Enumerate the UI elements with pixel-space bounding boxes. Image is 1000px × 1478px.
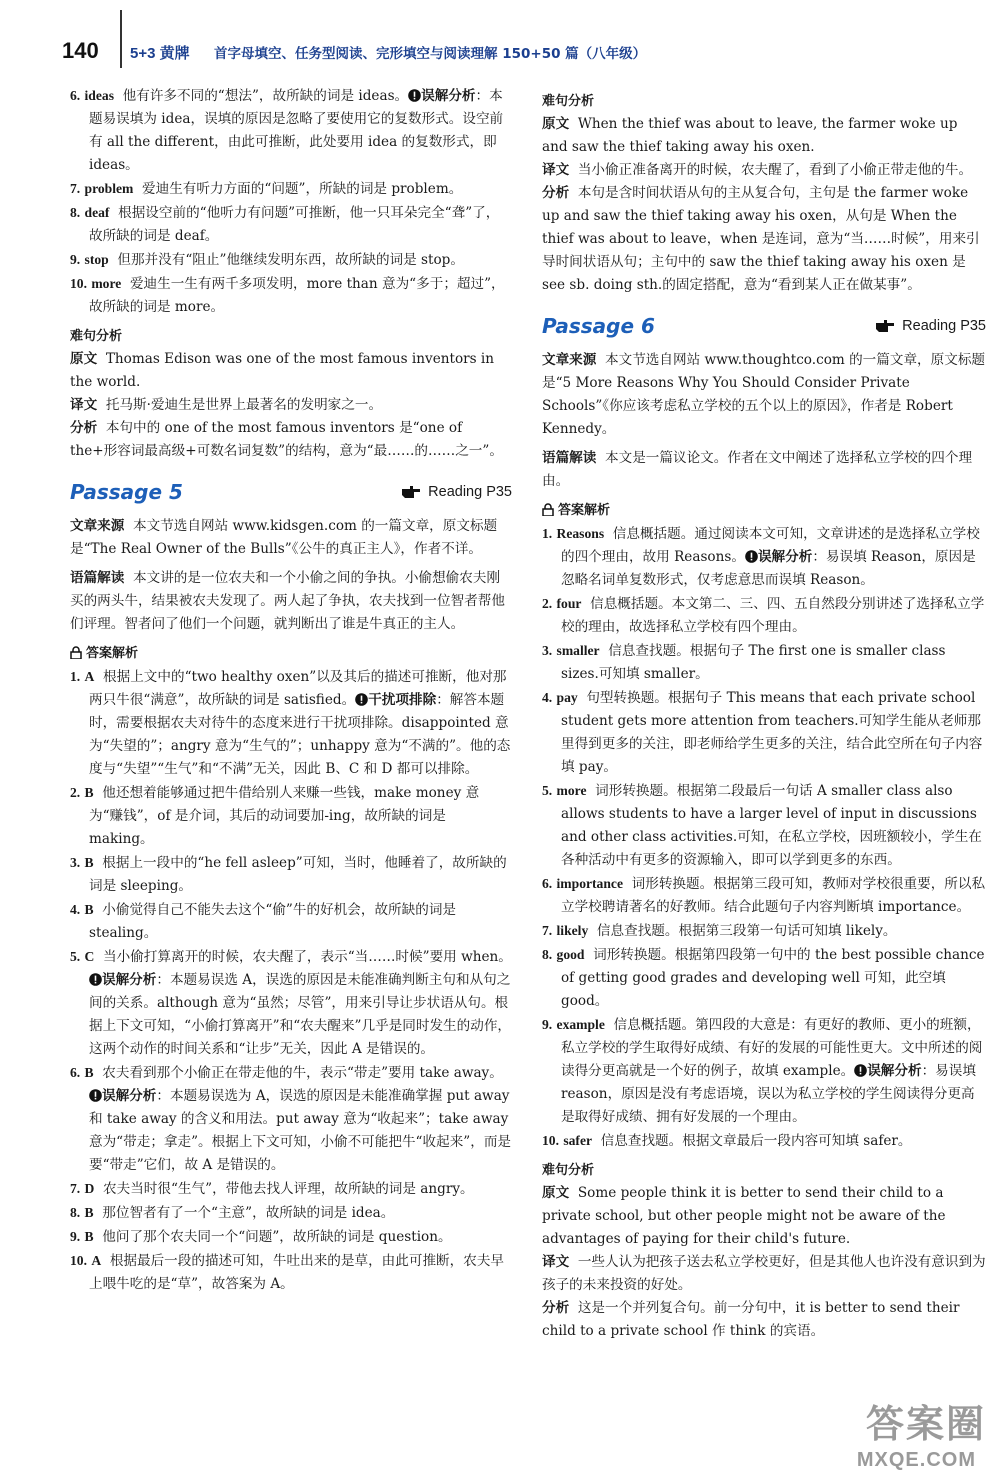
- item-explanation: 根据上一段中的“he fell asleep”可知，当时，他睡着了，故所缺的词是 sleeping。: [89, 855, 507, 894]
- item-answer: stop: [84, 252, 109, 267]
- note-label: 误解分析: [102, 972, 157, 988]
- passage-title: Passage 6: [542, 313, 655, 338]
- answer-item: [542, 522, 986, 592]
- item-number: 1.: [70, 669, 81, 684]
- original-text: Some people think it is better to send their child to a private school, but other people might not be aware of the advantages of paying for their child's future.: [542, 1185, 946, 1247]
- item-answer: importance: [556, 876, 623, 891]
- answer-item: [70, 1061, 512, 1177]
- note-text: ：本题易误选 A，误选的原因是未能准确判断主句和从句之间的关系。although 意为“虽然；尽管”，用来引导让步状语从句。根据上下文可知，“小偷打算离开”和“农夫醒来”几乎是同时发生的动作，这两个动作的时间关系和“让步”无关，因此 A 是错误的。: [89, 972, 512, 1057]
- item-explanation: 根据最后一段的描述可知，牛吐出来的是草，由此可推断，农夫早上喂牛吃的是“草”，故答案为 A。: [89, 1253, 505, 1292]
- alert-icon: [745, 550, 758, 563]
- item-explanation: 信息查找题。根据第三段第一句话可知填 likely。: [596, 923, 897, 939]
- item-number: 7.: [70, 181, 81, 196]
- item-answer: pay: [556, 690, 578, 705]
- item-answer: C: [84, 949, 95, 964]
- translation: [542, 1251, 986, 1297]
- answer-list: [70, 84, 512, 319]
- item-explanation: 信息查找题。根据文章最后一段内容可知填 safer。: [600, 1133, 912, 1149]
- item-explanation: 信息概括题。本文第二、三、四、五自然段分别讲述了选择私立学校的理由，故选择私立学校有四个理由。: [561, 596, 985, 635]
- item-number: 3.: [542, 643, 553, 658]
- label-original: 原文: [542, 1185, 570, 1201]
- header-divider: [120, 10, 122, 68]
- answer-item: [542, 779, 986, 872]
- item-number: 10.: [542, 1133, 559, 1148]
- item-explanation: 句型转换题。根据句子 This means that each private school student gets more attention from teachers.可知学生能从老师那里得到更多的关注，即老师给学生更多的关注，结合此空所在句子内容填 pay。: [561, 690, 983, 775]
- answer-item: [70, 1249, 512, 1296]
- item-number: 10.: [70, 276, 87, 291]
- item-answer: example: [556, 1017, 605, 1032]
- passage-5-header: [70, 477, 512, 507]
- item-explanation: 爱迪生一生有两千多项发明，more than 意为“多于；超过”，故所缺的词是 more。: [89, 276, 505, 315]
- item-answer: more: [556, 783, 587, 798]
- note-label: 误解分析: [867, 1063, 922, 1079]
- label-analysis: 分析: [70, 420, 98, 436]
- book-title: 首字母填空、任务型阅读、完形填空与阅读理解 150+50 篇（八年级）: [214, 46, 647, 62]
- item-explanation: 那位智者有了一个“主意”，故所缺的词是 idea。: [102, 1205, 395, 1221]
- item-answer: B: [84, 1205, 94, 1220]
- item-answer: B: [84, 1229, 94, 1244]
- label-analysis: 分析: [542, 1300, 570, 1316]
- item-answer: A: [91, 1253, 102, 1268]
- right-column: [542, 84, 986, 1343]
- answer-item: [70, 781, 512, 851]
- item-answer: ideas: [84, 88, 114, 103]
- item-answer: deaf: [84, 205, 110, 220]
- reading-ref-text: Reading P35: [428, 483, 512, 500]
- answer-item: [70, 177, 512, 201]
- item-answer: D: [84, 1181, 95, 1196]
- item-number: 3.: [70, 855, 81, 870]
- lock-icon: [542, 503, 554, 516]
- item-answer: B: [84, 855, 94, 870]
- series-name: 5+3 黄牌: [130, 45, 190, 62]
- item-number: 7.: [70, 1181, 81, 1196]
- alert-icon: [89, 973, 102, 986]
- item-number: 6.: [70, 88, 81, 103]
- analysis-text: 这是一个并列复合句。前一分句中，it is better to send their child to a private school 作 think 的宾语。: [542, 1300, 960, 1339]
- item-number: 9.: [70, 1229, 81, 1244]
- summary-text: 本文是一篇议论文。作者在文中阐述了选择私立学校的四个理由。: [542, 450, 973, 489]
- translation: [70, 394, 512, 417]
- item-explanation: 小偷觉得自己不能失去这个“偷”牛的好机会，故所缺的词是 stealing。: [89, 902, 457, 941]
- answer-item: [70, 1225, 512, 1249]
- note-text: ：解答本题时，需要根据农夫对待牛的态度来进行干扰项排除。disappointed 意为“失望的”；angry 意为“生气的”；unhappy 意为“不满的”。他的态度与“失望”“生气”和“不满”无关，因此 B、C 和 D 都可以排除。: [89, 692, 511, 777]
- pointing-hand-icon: [875, 319, 895, 333]
- label-summary: 语篇解读: [542, 450, 597, 466]
- note-label: 误解分析: [102, 1088, 157, 1104]
- watermark-logo-text: 答案圈: [865, 1402, 986, 1446]
- item-explanation: 当小偷打算离开的时候，农夫醒了，表示“当……时候”要用 when。: [103, 949, 512, 965]
- answer-item: [70, 272, 512, 319]
- alert-icon: [355, 693, 368, 706]
- item-number: 6.: [70, 1065, 81, 1080]
- item-answer: B: [84, 785, 94, 800]
- original-sentence: [542, 1182, 986, 1251]
- item-answer: B: [84, 902, 94, 917]
- passage-6-header: [542, 311, 986, 341]
- original-sentence: [70, 348, 512, 394]
- source-text: 本文节选自网站 www.kidsgen.com 的一篇文章，原文标题是“The Real Owner of the Bulls”《公牛的真正主人》，作者不详。: [70, 518, 498, 557]
- passage-summary: [70, 567, 512, 636]
- answers-heading: [70, 642, 512, 665]
- answer-item: [70, 898, 512, 945]
- translation-text: 托马斯·爱迪生是世界上最著名的发明家之一。: [105, 397, 383, 413]
- answers-heading-text: 答案解析: [558, 503, 611, 518]
- item-explanation: 但那并没有“阻止”他继续发明东西，故所缺的词是 stop。: [117, 252, 464, 268]
- item-explanation: 根据设空前的“他听力有问题”可推断，他一只耳朵完全“聋”了，故所缺的词是 deaf。: [89, 205, 500, 244]
- answer-item: [542, 919, 986, 943]
- item-number: 10.: [70, 1253, 87, 1268]
- analysis-text: 本句是含时间状语从句的主从复合句，主句是 the farmer woke up and saw the thief taking away his oxen，从句是 When the thief was about to leave，when 是连词，意为“当……时候”，用来引导时间状语从句；主句中的 saw the thief taking away his oxen 是 see sb. doing sth.的固定搭配，意为“看到某人正在做某事”。: [542, 185, 980, 293]
- summary-text: 本文讲的是一位农夫和一个小偷之间的争执。小偷想偷农夫刚买的两头牛，结果被农夫发现了。两人起了争执，农夫找到一位智者帮他们评理。智者问了他们一个问题，就判断出了谁是牛真正的主人。: [70, 570, 505, 632]
- item-explanation: 根据上文中的“two healthy oxen”以及其后的描述可推断，他对那两只牛很“满意”，故所缺的词是 satisfied。: [89, 669, 507, 708]
- section-heading-difficult: 难句分析: [70, 329, 123, 344]
- item-number: 6.: [542, 876, 553, 891]
- lock-icon: [70, 646, 82, 659]
- item-explanation: 信息概括题。第四段的大意是：有更好的教师、更小的班额，私立学校的学生取得好成绩、有好的发展的可能性更大。文中所述的阅读得分更高就是一个好的例子，故填 example。: [561, 1017, 983, 1079]
- source-text: 本文节选自网站 www.thoughtco.com 的一篇文章，原文标题是“5 More Reasons Why You Should Consider Private Schools”《你应该考虑私立学校的五个以上的原因》，作者是 Robert Kennedy。: [542, 352, 986, 437]
- alert-icon: [89, 1089, 102, 1102]
- item-answer: smaller: [556, 643, 600, 658]
- reading-ref: [875, 315, 986, 338]
- label-translation: 译文: [542, 1254, 570, 1270]
- answer-item: [70, 1177, 512, 1201]
- item-explanation: 信息概括题。通过阅读本文可知，文章讲述的是选择私立学校的四个理由，故用 Reasons。: [561, 526, 980, 565]
- item-number: 8.: [70, 205, 81, 220]
- item-answer: likely: [556, 923, 589, 938]
- passage-title: Passage 5: [70, 479, 183, 504]
- answer-item: [70, 84, 512, 177]
- item-number: 4.: [542, 690, 553, 705]
- label-original: 原文: [70, 351, 98, 367]
- label-original: 原文: [542, 116, 570, 132]
- answer-item: [70, 201, 512, 248]
- original-text: Thomas Edison was one of the most famous inventors in the world.: [70, 351, 495, 390]
- watermark-url: MXQE.COM: [856, 1449, 976, 1471]
- analysis: [542, 182, 986, 297]
- item-explanation: 词形转换题。根据第四段第一句中的 the best possible chance of getting good grades and developing well 可知，此空填 good。: [561, 947, 985, 1009]
- label-analysis: 分析: [542, 185, 570, 201]
- item-answer: good: [556, 947, 585, 962]
- answer-item: [542, 639, 986, 686]
- item-answer: four: [556, 596, 582, 611]
- item-explanation: 他还想着能够通过把牛借给别人来赚一些钱，make money 意为“赚钱”，of 是介词，其后的动词要加-ing，故所缺的词是 making。: [89, 785, 480, 847]
- answer-list: [542, 522, 986, 1153]
- note-text: ：本题易误选为 A，误选的原因是未能准确掌握 put away 和 take away 的含义和用法。put away 意为“收起来”；take away 意为“带走；拿走”。根据上下文可知，小偷不可能把牛“收起来”，而是要“带走”它们，故 A 是错误的。: [89, 1088, 512, 1173]
- answer-item: [70, 851, 512, 898]
- item-answer: Reasons: [556, 526, 605, 541]
- answer-item: [542, 1129, 986, 1153]
- item-explanation: 词形转换题。根据第三段可知，教师对学校很重要，所以私立学校聘请著名的好教师。结合此题句子内容判断填 importance。: [561, 876, 986, 915]
- note-label: 误解分析: [421, 88, 476, 104]
- analysis: [70, 417, 512, 463]
- original-sentence: [542, 113, 986, 159]
- answer-item: [70, 1201, 512, 1225]
- translation-text: 当小偷正准备离开的时候，农夫醒了，看到了小偷正带走他的牛。: [577, 162, 973, 178]
- note-label: 干扰项排除: [368, 692, 437, 708]
- item-number: 1.: [542, 526, 553, 541]
- answer-item: [542, 592, 986, 639]
- item-explanation: 他有许多不同的“想法”，故所缺的词是 ideas。: [122, 88, 409, 104]
- answer-list: [70, 665, 512, 1296]
- answer-item: [542, 943, 986, 1013]
- item-explanation: 他问了那个农夫同一个“问题”，故所缺的词是 question。: [102, 1229, 452, 1245]
- item-explanation: 信息查找题。根据句子 The first one is smaller class sizes.可知填 smaller。: [561, 643, 946, 682]
- section-heading-difficult: 难句分析: [542, 1163, 595, 1178]
- section-heading-difficult: 难句分析: [542, 94, 595, 109]
- page-number: 140: [62, 38, 99, 63]
- label-summary: 语篇解读: [70, 570, 125, 586]
- answers-heading: [542, 499, 986, 522]
- translation: [542, 159, 986, 182]
- item-number: 2.: [70, 785, 81, 800]
- item-answer: more: [91, 276, 122, 291]
- item-answer: problem: [84, 181, 134, 196]
- answer-item: [542, 872, 986, 919]
- label-translation: 译文: [542, 162, 570, 178]
- note-text: ：易误填 reason，原因是没有考虑语境，误以为私立学校的学生阅读得分更高是取得好成绩、拥有好发展的一个理由。: [561, 1063, 976, 1125]
- item-number: 8.: [70, 1205, 81, 1220]
- item-number: 7.: [542, 923, 553, 938]
- answer-item: [70, 945, 512, 1061]
- alert-icon: [854, 1064, 867, 1077]
- reading-ref: [401, 481, 512, 504]
- item-explanation: 词形转换题。根据第二段最后一句话 A smaller class also allows students to have a larger level of input in discussions and other class activities.可知，在私立学校，因班额较小，学生在各种活动中有更多的资源输入，即可以学到更多的东西。: [561, 783, 982, 868]
- alert-icon: [408, 89, 421, 102]
- item-answer: B: [84, 1065, 94, 1080]
- label-translation: 译文: [70, 397, 98, 413]
- reading-ref-text: Reading P35: [902, 317, 986, 334]
- item-number: 9.: [542, 1017, 553, 1032]
- original-text: When the thief was about to leave, the farmer woke up and saw the thief taking away his oxen.: [542, 116, 958, 155]
- item-number: 9.: [70, 252, 81, 267]
- note-text: ：易误填 Reason，原因是忽略名词单复数形式，仅考虑意思而误填 Reason。: [561, 549, 976, 588]
- page-header: [0, 0, 1000, 72]
- item-answer: safer: [563, 1133, 593, 1148]
- item-number: 5.: [70, 949, 81, 964]
- analysis: [542, 1297, 986, 1343]
- note-label: 误解分析: [757, 549, 813, 565]
- answer-item: [70, 665, 512, 781]
- pointing-hand-icon: [401, 485, 421, 499]
- analysis-text: 本句中的 one of the most famous inventors 是“one of the+形容词最高级+可数名词复数”的结构，意为“最……的……之一”。: [70, 420, 503, 459]
- passage-summary: [542, 447, 986, 493]
- note-text: ：本题易误填为 idea，误填的原因是忽略了要使用它的复数形式。设空前有 all the different，由此可推断，此处要用 idea 的复数形式，即 ideas。: [89, 88, 504, 173]
- item-explanation: 爱迪生有听力方面的“问题”，所缺的词是 problem。: [142, 181, 463, 197]
- item-number: 4.: [70, 902, 81, 917]
- item-number: 8.: [542, 947, 553, 962]
- answer-item: [542, 1013, 986, 1129]
- article-source: [70, 515, 512, 561]
- answer-item: [542, 686, 986, 779]
- item-number: 5.: [542, 783, 553, 798]
- item-number: 2.: [542, 596, 553, 611]
- label-source: 文章来源: [70, 518, 125, 534]
- answer-item: [70, 248, 512, 272]
- item-explanation: 农夫当时很“生气”，带他去找人评理，故所缺的词是 angry。: [103, 1181, 474, 1197]
- translation-text: 一些人认为把孩子送去私立学校更好，但是其他人也许没有意识到为孩子的未来投资的好处。: [542, 1254, 986, 1293]
- article-source: [542, 349, 986, 441]
- left-column: [70, 84, 512, 1296]
- label-source: 文章来源: [542, 352, 597, 368]
- answers-heading-text: 答案解析: [86, 646, 139, 661]
- item-answer: A: [84, 669, 95, 684]
- item-explanation: 农夫看到那个小偷正在带走他的牛，表示“带走”要用 take away。: [102, 1065, 503, 1081]
